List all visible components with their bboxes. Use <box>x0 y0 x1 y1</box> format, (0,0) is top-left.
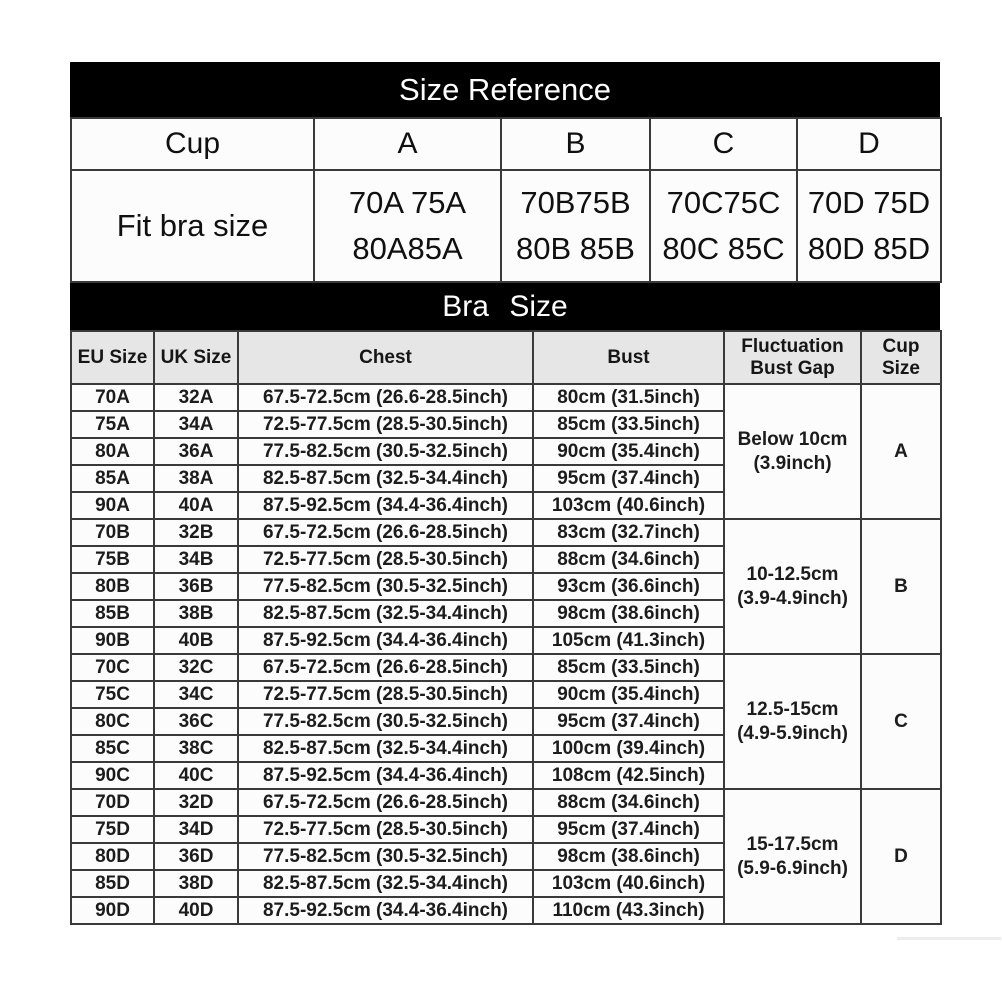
cup-size-cell: B <box>861 519 941 654</box>
uk-size-cell: 40C <box>154 762 238 789</box>
header-chest: Chest <box>238 331 533 384</box>
eu-size-cell: 80B <box>71 573 154 600</box>
fit-b-cell <box>501 170 650 282</box>
eu-size-cell: 90D <box>71 897 154 924</box>
fit-size-line: 70B75B <box>520 185 631 220</box>
eu-size-cell: 80C <box>71 708 154 735</box>
table-row <box>71 789 941 816</box>
uk-size-cell: 34C <box>154 681 238 708</box>
bust-cell: 98cm (38.6inch) <box>533 600 724 627</box>
fluctuation-line: (3.9inch) <box>753 452 832 474</box>
chest-cell: 72.5-77.5cm (28.5-30.5inch) <box>238 546 533 573</box>
eu-size-cell: 70D <box>71 789 154 816</box>
cup-b-cell: B <box>501 118 650 170</box>
bust-cell: 110cm (43.3inch) <box>533 897 724 924</box>
uk-size-cell: 40D <box>154 897 238 924</box>
bust-cell: 90cm (35.4inch) <box>533 681 724 708</box>
fluctuation-line: (5.9-6.9inch) <box>737 857 848 879</box>
table-row <box>71 654 941 681</box>
size-chart <box>70 62 940 925</box>
cup-size-cell: A <box>861 384 941 519</box>
bust-cell: 103cm (40.6inch) <box>533 870 724 897</box>
uk-size-cell: 38B <box>154 600 238 627</box>
header-fluctuation-bust-gap: Fluctuation Bust Gap <box>724 331 861 384</box>
uk-size-cell: 36B <box>154 573 238 600</box>
bust-cell: 83cm (32.7inch) <box>533 519 724 546</box>
chest-cell: 77.5-82.5cm (30.5-32.5inch) <box>238 438 533 465</box>
fluctuation-line: 10-12.5cm <box>746 563 839 585</box>
bust-cell: 93cm (36.6inch) <box>533 573 724 600</box>
eu-size-cell: 85C <box>71 735 154 762</box>
fit-size-line: 70D 75D <box>807 185 931 220</box>
size-reference-table <box>70 117 942 283</box>
bust-cell: 108cm (42.5inch) <box>533 762 724 789</box>
bra-size-header-row <box>71 331 941 384</box>
cup-label-cell: Cup <box>71 118 314 170</box>
fluctuation-bust-gap-cell <box>724 654 861 789</box>
eu-size-cell: 85D <box>71 870 154 897</box>
fit-label-cell: Fit bra size <box>71 170 314 282</box>
fit-d-cell <box>797 170 941 282</box>
faint-artifact-line <box>897 937 1001 940</box>
uk-size-cell: 34D <box>154 816 238 843</box>
bust-cell: 95cm (37.4inch) <box>533 708 724 735</box>
eu-size-cell: 70A <box>71 384 154 411</box>
chest-cell: 72.5-77.5cm (28.5-30.5inch) <box>238 681 533 708</box>
uk-size-cell: 38D <box>154 870 238 897</box>
header-uk-size: UK Size <box>154 331 238 384</box>
chest-cell: 87.5-92.5cm (34.4-36.4inch) <box>238 762 533 789</box>
bra-size-title-bar <box>70 283 940 330</box>
chest-cell: 82.5-87.5cm (32.5-34.4inch) <box>238 465 533 492</box>
bust-cell: 95cm (37.4inch) <box>533 816 724 843</box>
chest-cell: 82.5-87.5cm (32.5-34.4inch) <box>238 870 533 897</box>
cup-d-cell: D <box>797 118 941 170</box>
chest-cell: 77.5-82.5cm (30.5-32.5inch) <box>238 573 533 600</box>
fit-bra-size-row <box>71 170 941 282</box>
eu-size-cell: 75A <box>71 411 154 438</box>
eu-size-cell: 90A <box>71 492 154 519</box>
uk-size-cell: 32A <box>154 384 238 411</box>
eu-size-cell: 75C <box>71 681 154 708</box>
fit-size-line: 70A 75A <box>348 185 467 220</box>
chest-cell: 87.5-92.5cm (34.4-36.4inch) <box>238 897 533 924</box>
cup-c-cell: C <box>650 118 797 170</box>
chest-cell: 67.5-72.5cm (26.6-28.5inch) <box>238 519 533 546</box>
uk-size-cell: 32C <box>154 654 238 681</box>
table-row <box>71 384 941 411</box>
uk-size-cell: 32D <box>154 789 238 816</box>
bust-cell: 88cm (34.6inch) <box>533 546 724 573</box>
cup-size-cell: C <box>861 654 941 789</box>
bust-cell: 103cm (40.6inch) <box>533 492 724 519</box>
header-bust: Bust <box>533 331 724 384</box>
chest-cell: 67.5-72.5cm (26.6-28.5inch) <box>238 654 533 681</box>
bust-cell: 80cm (31.5inch) <box>533 384 724 411</box>
fluctuation-line: 15-17.5cm <box>746 833 839 855</box>
bra-size-title: Bra Size <box>442 290 568 323</box>
fit-size-line: 70C75C <box>666 185 781 220</box>
fit-size-line: 80C 85C <box>662 231 785 266</box>
uk-size-cell: 34A <box>154 411 238 438</box>
eu-size-cell: 90B <box>71 627 154 654</box>
eu-size-cell: 80A <box>71 438 154 465</box>
eu-size-cell: 70C <box>71 654 154 681</box>
chest-cell: 72.5-77.5cm (28.5-30.5inch) <box>238 816 533 843</box>
chest-cell: 67.5-72.5cm (26.6-28.5inch) <box>238 789 533 816</box>
eu-size-cell: 70B <box>71 519 154 546</box>
eu-size-cell: 75D <box>71 816 154 843</box>
chest-cell: 67.5-72.5cm (26.6-28.5inch) <box>238 384 533 411</box>
eu-size-cell: 80D <box>71 843 154 870</box>
bust-cell: 105cm (41.3inch) <box>533 627 724 654</box>
fluctuation-line: (3.9-4.9inch) <box>737 587 848 609</box>
fluctuation-bust-gap-cell <box>724 384 861 519</box>
uk-size-cell: 40A <box>154 492 238 519</box>
cup-a-cell: A <box>314 118 501 170</box>
size-reference-title: Size Reference <box>399 72 611 107</box>
bust-cell: 90cm (35.4inch) <box>533 438 724 465</box>
cup-size-cell: D <box>861 789 941 924</box>
bust-cell: 100cm (39.4inch) <box>533 735 724 762</box>
fit-size-line: 80B 85B <box>516 231 635 266</box>
eu-size-cell: 75B <box>71 546 154 573</box>
fluctuation-line: (4.9-5.9inch) <box>737 722 848 744</box>
fit-a-cell <box>314 170 501 282</box>
table-row <box>71 519 941 546</box>
bust-cell: 88cm (34.6inch) <box>533 789 724 816</box>
chest-cell: 77.5-82.5cm (30.5-32.5inch) <box>238 843 533 870</box>
bust-cell: 98cm (38.6inch) <box>533 843 724 870</box>
bust-cell: 95cm (37.4inch) <box>533 465 724 492</box>
fluctuation-line: Below 10cm <box>737 428 848 450</box>
size-reference-title-bar <box>70 62 940 117</box>
uk-size-cell: 34B <box>154 546 238 573</box>
fluctuation-line: 12.5-15cm <box>746 698 839 720</box>
uk-size-cell: 38A <box>154 465 238 492</box>
chest-cell: 82.5-87.5cm (32.5-34.4inch) <box>238 600 533 627</box>
fluctuation-bust-gap-cell <box>724 789 861 924</box>
eu-size-cell: 85A <box>71 465 154 492</box>
fit-c-cell <box>650 170 797 282</box>
chest-cell: 87.5-92.5cm (34.4-36.4inch) <box>238 492 533 519</box>
uk-size-cell: 40B <box>154 627 238 654</box>
cup-header-row <box>71 118 941 170</box>
uk-size-cell: 36A <box>154 438 238 465</box>
fluctuation-bust-gap-cell <box>724 519 861 654</box>
bust-cell: 85cm (33.5inch) <box>533 411 724 438</box>
uk-size-cell: 38C <box>154 735 238 762</box>
bust-cell: 85cm (33.5inch) <box>533 654 724 681</box>
fit-size-line: 80A85A <box>352 231 463 266</box>
bra-size-table-body <box>71 384 941 924</box>
bra-size-table <box>70 330 942 925</box>
uk-size-cell: 36C <box>154 708 238 735</box>
chest-cell: 82.5-87.5cm (32.5-34.4inch) <box>238 735 533 762</box>
chest-cell: 87.5-92.5cm (34.4-36.4inch) <box>238 627 533 654</box>
header-eu-size: EU Size <box>71 331 154 384</box>
fit-size-line: 80D 85D <box>807 231 931 266</box>
uk-size-cell: 32B <box>154 519 238 546</box>
uk-size-cell: 36D <box>154 843 238 870</box>
chest-cell: 72.5-77.5cm (28.5-30.5inch) <box>238 411 533 438</box>
header-cup-size: Cup Size <box>861 331 941 384</box>
chest-cell: 77.5-82.5cm (30.5-32.5inch) <box>238 708 533 735</box>
eu-size-cell: 85B <box>71 600 154 627</box>
eu-size-cell: 90C <box>71 762 154 789</box>
